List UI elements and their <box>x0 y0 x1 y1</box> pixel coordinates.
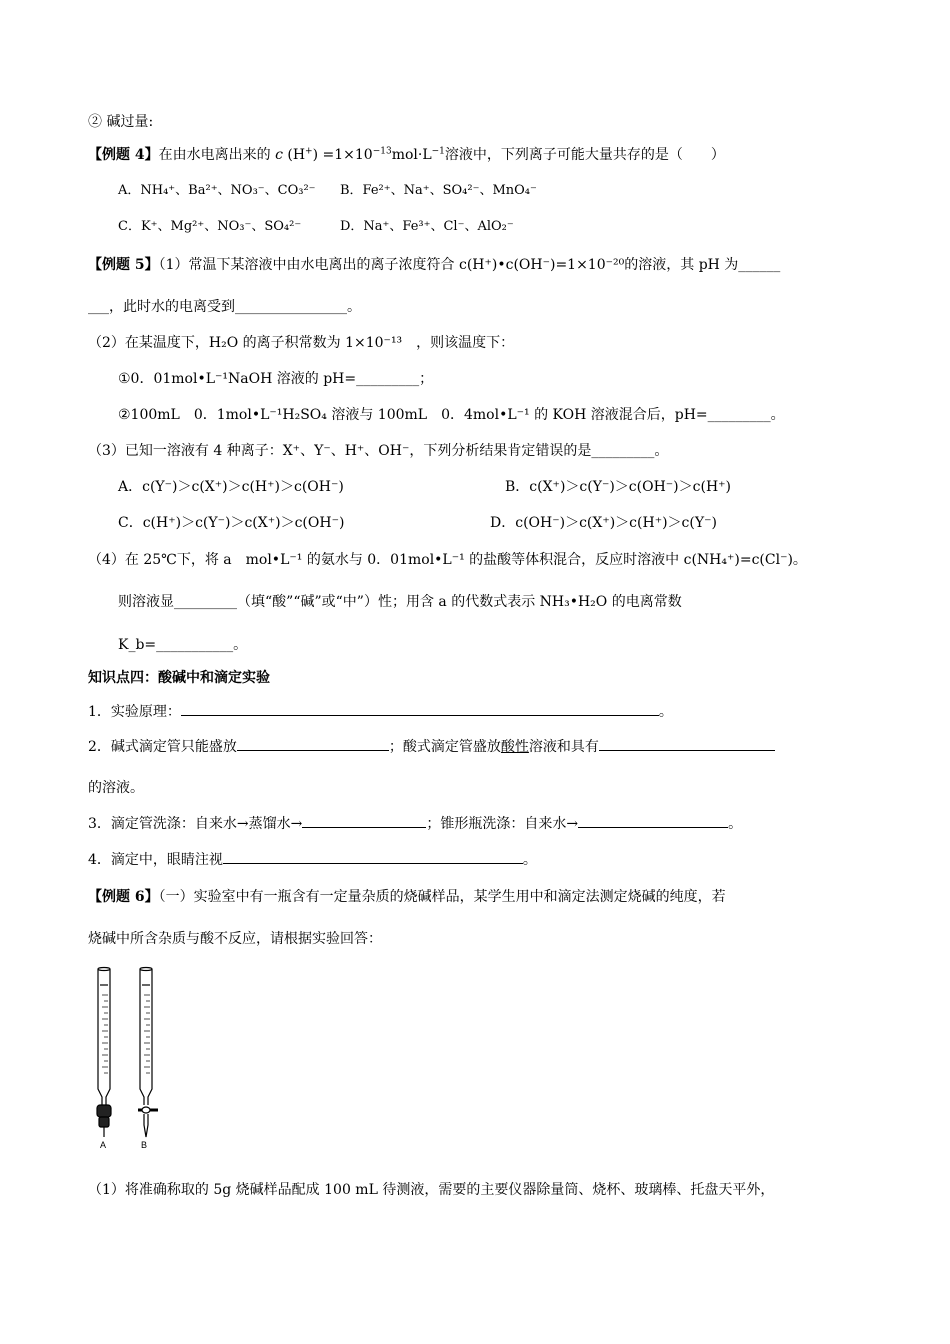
blank-burette-wash <box>302 815 426 828</box>
knowledge-line-2-cont: 的溶液。 <box>88 780 144 796</box>
example-6-tag: 【例题 6】 <box>88 889 159 905</box>
burettes-illustration <box>88 965 178 1150</box>
example-4-option-d: D．Na⁺、Fe³⁺、Cl⁻、AlO₂⁻ <box>340 219 514 234</box>
example-5-q2-part2: ②100mL 0．1mol•L⁻¹H₂SO₄ 溶液与 100mL 0．4mol•L⁻¹ 的 KOH 溶液混合后，pH=_________。 <box>118 407 785 423</box>
example-4-option-a: A．NH₄⁺、Ba²⁺、NO₃⁻、CO₃²⁻ <box>118 183 316 198</box>
example-6-intro-cont: 烧碱中所含杂质与酸不反应，请根据实验回答： <box>88 931 382 947</box>
example-4-question: 【例题 4】在由水电离出来的 c $(H^+) =1\times 10^{-13}mol\cdot L^{-1}$溶液中，下列离子可能大量共存的是（ ） <box>88 146 725 163</box>
blank-principle <box>181 703 659 716</box>
example-5-q3-option-b: B．c(X⁺)＞c(Y⁻)＞c(OH⁻)＞c(H⁺) <box>505 479 732 495</box>
knowledge-line-3: 3．滴定管洗涤：自来水→蒸馏水→ ；锥形瓶洗涤：自来水→ 。 <box>88 816 743 832</box>
example-4-tag: 【例题 4】 <box>88 147 159 163</box>
example-5-q1: 【例题 5】（1）常温下某溶液中由水电离出的离子浓度符合 c(H⁺)•c(OH⁻)=1×10⁻²⁰的溶液，其 pH 为______ <box>88 257 781 273</box>
blank-acid-burette <box>599 738 775 751</box>
knowledge-line-2: 2．碱式滴定管只能盛放 ；酸式滴定管盛放酸性溶液和具有 <box>88 738 775 756</box>
example-5-q3-option-d: D．c(OH⁻)＞c(X⁺)＞c(H⁺)＞c(Y⁻) <box>490 515 717 531</box>
example-5-q4-kb: K_b=___________。 <box>118 637 248 653</box>
example-6-q1: （1）将准确称取的 5g 烧碱样品配成 100 mL 待测液，需要的主要仪器除量筒、烧杯、玻璃棒、托盘天平外， <box>88 1182 775 1198</box>
example-5-q3-option-c: C．c(H⁺)＞c(Y⁻)＞c(X⁺)＞c(OH⁻) <box>118 515 345 531</box>
knowledge-line-4: 4．滴定中，眼睛注视 。 <box>88 852 537 868</box>
example-5-q2: （2）在某温度下，H₂O 的离子积常数为 1×10⁻¹³ ，则该温度下： <box>88 335 515 351</box>
burette-figure <box>88 965 178 1150</box>
knowledge-line-1: 1．实验原理： 。 <box>88 704 673 720</box>
blank-flask-wash <box>578 815 728 828</box>
example-6-intro: 【例题 6】（一）实验室中有一瓶含有一定量杂质的烧碱样品，某学生用中和滴定法测定烧碱的纯度，若 <box>88 889 726 905</box>
example-5-tag: 【例题 5】 <box>88 257 159 273</box>
burette-a <box>97 968 111 1138</box>
example-4-option-b: B．Fe²⁺、Na⁺、SO₄²⁻、MnO₄⁻ <box>340 183 537 198</box>
label-b: B <box>141 1140 148 1150</box>
example-5-q4: （4）在 25℃下，将 a mol•L⁻¹ 的氨水与 0．01mol•L⁻¹ 的盐酸等体积混合，反应时溶液中 c(NH₄⁺)=c(Cl⁻)。 <box>88 552 807 568</box>
example-5-q2-part1: ①0．01mol•L⁻¹NaOH 溶液的 pH=_________； <box>118 371 434 387</box>
label-a: A <box>100 1140 107 1150</box>
section-title: 知识点四：酸碱中和滴定实验 <box>88 670 270 686</box>
blank-base-burette <box>237 738 389 751</box>
burette-b <box>138 968 158 1138</box>
example-5-q4-cont: 则溶液显_________（填“酸”“碱”或“中”）性；用含 a 的代数式表示 NH₃•H₂O 的电离常数 <box>118 594 682 610</box>
example-4-option-c: C．K⁺、Mg²⁺、NO₃⁻、SO₄²⁻ <box>118 219 302 234</box>
example-5-q3: （3）已知一溶液有 4 种离子：X⁺、Y⁻、H⁺、OH⁻，下列分析结果肯定错误的是_________。 <box>88 443 669 459</box>
blank-eyes <box>223 851 523 864</box>
example-5-q3-option-a: A．c(Y⁻)＞c(X⁺)＞c(H⁺)＞c(OH⁻) <box>118 479 344 495</box>
example-5-q1-cont: ___，此时水的电离受到________________。 <box>88 299 361 315</box>
line-base-excess: ② 碱过量: <box>88 114 154 130</box>
